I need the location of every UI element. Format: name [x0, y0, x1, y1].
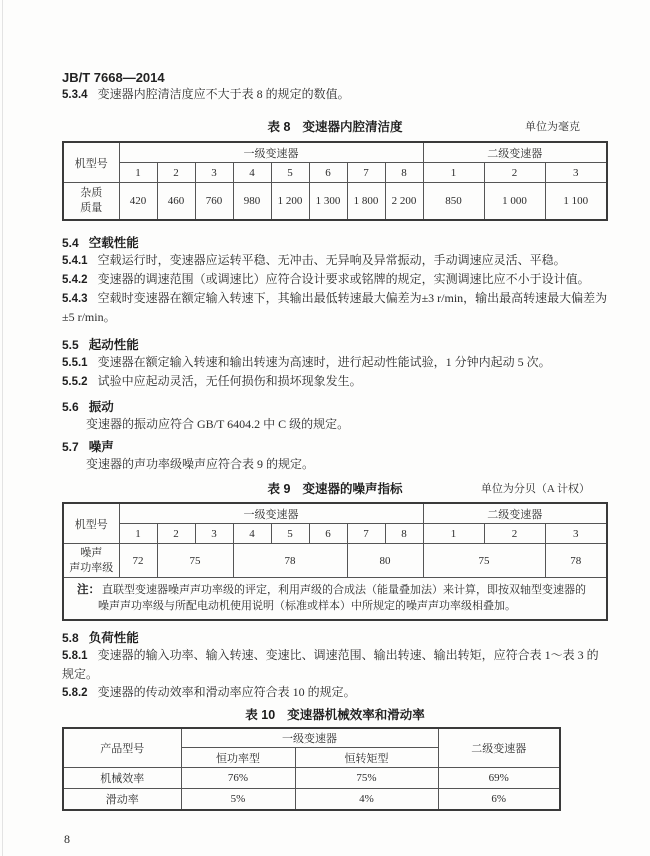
clause-text: 空载运行时，变速器应运转平稳、无冲击、无异响及异常振动，手动调速应灵活、平稳。: [97, 253, 566, 267]
section-heading-5-5: [62, 337, 608, 353]
table-cell: 1 800: [347, 183, 385, 221]
note-label: 注：: [77, 584, 100, 596]
column-header: 3: [545, 163, 607, 183]
column-header: 6: [309, 524, 347, 544]
table-cell: 5%: [181, 789, 295, 811]
column-header: 5: [271, 163, 309, 183]
column-header: 1: [423, 163, 484, 183]
table-row: [63, 163, 607, 183]
clause-5-5-1: [62, 353, 608, 372]
table-10: [62, 727, 561, 811]
column-header: 8: [385, 163, 423, 183]
table-cell: 2 200: [385, 183, 423, 221]
table-cell: 1 200: [271, 183, 309, 221]
table-8-unit-label: 单位为毫克: [525, 121, 580, 133]
table-cell: 760: [195, 183, 233, 221]
column-header: 恒功率型: [181, 748, 295, 768]
paragraph-5-6: [62, 415, 608, 433]
table-cell: 4%: [295, 789, 438, 811]
section-title: 振动: [88, 400, 114, 414]
clause-text: 空载时变速器在额定输入转速下，其输出最低转速最大偏差为±3 r/min，输出最高转速最大偏差为±5 r/min。: [62, 291, 608, 324]
section-heading-5-4: [62, 235, 608, 251]
section-number: 5.4: [62, 236, 79, 250]
column-header: 3: [195, 163, 233, 183]
row-label: 滑动率: [63, 789, 181, 811]
clause-5-8-2: [62, 683, 608, 702]
paragraph-text: 变速器的声功率级噪声应符合表 9 的规定。: [86, 457, 315, 471]
table-corner-header: 产品型号: [63, 728, 181, 768]
table-9-caption-row: [62, 480, 608, 497]
table-cell: 75%: [295, 768, 438, 789]
table-9-caption-number: 表 9: [267, 482, 291, 496]
clause-text: 变速器在额定输入转速和输出转速为高速时，进行起动性能试验，1 分钟内起动 5 次。: [97, 355, 551, 369]
clause-text: 变速器内腔清洁度应不大于表 8 的规定的数值。: [97, 87, 350, 101]
row-label-line: 声功率级: [69, 561, 114, 574]
table-cell: 80: [347, 544, 423, 578]
table-cell: 460: [157, 183, 195, 221]
column-header: 5: [271, 524, 309, 544]
section-title: 噪声: [88, 440, 114, 454]
section-title: 空载性能: [88, 236, 139, 250]
row-label: [63, 544, 119, 578]
column-group-header: 一级变速器: [119, 142, 423, 163]
table-cell: 76%: [181, 768, 295, 789]
column-header: 7: [347, 524, 385, 544]
table-corner-header: 机型号: [63, 142, 119, 183]
section-title: 负荷性能: [88, 631, 139, 645]
table-10-caption-row: [62, 706, 608, 723]
clause-number: 5.5.1: [62, 357, 88, 369]
table-8-caption-number: 表 8: [267, 120, 291, 134]
column-header: 1: [119, 163, 157, 183]
table-cell: 75: [157, 544, 233, 578]
column-header: 4: [233, 163, 271, 183]
column-header: 1: [423, 524, 484, 544]
table-cell: 78: [545, 544, 607, 578]
clause-5-4-2: [62, 270, 608, 289]
table-row: [63, 503, 607, 524]
clause-5-5-2: [62, 372, 608, 391]
column-header: 2: [157, 524, 195, 544]
section-heading-5-6: [62, 399, 608, 415]
paragraph-5-7: [62, 455, 608, 473]
column-header: 恒转矩型: [295, 748, 438, 768]
clause-number: 5.5.2: [62, 376, 88, 388]
table-9: [62, 502, 608, 621]
column-header: 3: [545, 524, 607, 544]
column-group-header: 一级变速器: [181, 728, 438, 748]
table-cell: 1 100: [545, 183, 607, 221]
column-header: 6: [309, 163, 347, 183]
row-label-line: 杂质: [80, 187, 103, 199]
table-10-caption-number: 表 10: [245, 708, 276, 722]
page-content: [62, 0, 608, 811]
clause-5-4-1: [62, 251, 608, 270]
doc-code: JB/T 7668—2014: [62, 70, 165, 85]
table-cell: 75: [423, 544, 545, 578]
clause-number: 5.8.2: [62, 687, 88, 699]
column-header: 3: [195, 524, 233, 544]
row-label-line: 质量: [80, 202, 103, 214]
table-cell: 420: [119, 183, 157, 221]
column-header: 2: [484, 524, 545, 544]
column-group-header: 一级变速器: [119, 503, 423, 524]
row-label: [63, 183, 119, 221]
table-cell: 1 000: [484, 183, 545, 221]
section-number: 5.6: [62, 400, 79, 414]
clause-5-3-4: [62, 85, 608, 104]
clause-text: 变速器的输入功率、输入转速、变速比、调速范围、输出转速、输出转矩，应符合表 1～表 3 的规定。: [62, 648, 599, 681]
table-note-row: [63, 578, 607, 621]
table-8-caption: [268, 120, 403, 134]
column-header: 2: [484, 163, 545, 183]
table-row: [63, 183, 607, 221]
column-header: 2: [157, 163, 195, 183]
table-cell: 69%: [438, 768, 560, 789]
section-heading-5-7: [62, 439, 608, 455]
clause-number: 5.4.1: [62, 255, 88, 267]
column-group-header: 二级变速器: [423, 503, 607, 524]
section-number: 5.5: [62, 338, 79, 352]
table-row: [63, 524, 607, 544]
paragraph-text: 变速器的振动应符合 GB/T 6404.2 中 C 级的规定。: [86, 417, 350, 431]
table-cell: 78: [233, 544, 347, 578]
clause-number: 5.8.1: [62, 650, 88, 662]
column-group-header: 二级变速器: [438, 728, 560, 768]
clause-text: 变速器的调速范围（或调速比）应符合设计要求或铭牌的规定，实测调速比应不小于设计值。: [97, 272, 590, 286]
clause-number: 5.4.3: [62, 293, 88, 305]
table-10-caption: [245, 708, 424, 722]
table-9-unit-label: 单位为分贝（A 计权）: [480, 483, 590, 495]
clause-text: 变速器的传动效率和滑动率应符合表 10 的规定。: [97, 685, 356, 699]
table-8-caption-title: 变速器内腔清洁度: [302, 120, 403, 134]
section-number: 5.8: [62, 631, 79, 645]
section-title: 起动性能: [88, 338, 139, 352]
table-cell: 850: [423, 183, 484, 221]
column-header: 7: [347, 163, 385, 183]
table-row: [63, 544, 607, 578]
table-cell: 1 300: [309, 183, 347, 221]
clause-text: 试验中应起动灵活，无任何损伤和损坏现象发生。: [97, 374, 362, 388]
row-label-line: 噪声: [80, 546, 103, 559]
table-8: [62, 141, 608, 221]
clause-number: 5.4.2: [62, 274, 88, 286]
column-header: 1: [119, 524, 157, 544]
table-cell: 72: [119, 544, 157, 578]
table-note: [63, 578, 607, 621]
row-label: 机械效率: [63, 768, 181, 789]
table-row: [63, 789, 560, 811]
table-row: [63, 768, 560, 789]
clause-number: 5.3.4: [62, 89, 88, 101]
clause-5-4-3: [62, 289, 608, 326]
table-row: [63, 728, 560, 748]
table-row: [63, 142, 607, 163]
table-9-caption-title: 变速器的噪声指标: [302, 482, 403, 496]
page-number: 8: [64, 832, 70, 846]
section-heading-5-8: [62, 630, 608, 646]
table-corner-header: 机型号: [63, 503, 119, 544]
table-cell: 6%: [438, 789, 560, 811]
clause-5-8-1: [62, 646, 608, 683]
table-10-caption-title: 变速器机械效率和滑动率: [287, 708, 425, 722]
column-header: 4: [233, 524, 271, 544]
note-text: 直联型变速器噪声声功率级的评定，利用声级的合成法（能量叠加法）来计算，即按双轴型变速器的噪声声功率级与所配电动机使用说明（标准或样本）中所规定的噪声声功率级相叠加。: [98, 584, 586, 612]
column-group-header: 二级变速器: [423, 142, 607, 163]
table-8-caption-row: [62, 118, 608, 135]
table-9-caption: [268, 482, 403, 496]
column-header: 8: [385, 524, 423, 544]
table-cell: 980: [233, 183, 271, 221]
section-number: 5.7: [62, 440, 79, 454]
